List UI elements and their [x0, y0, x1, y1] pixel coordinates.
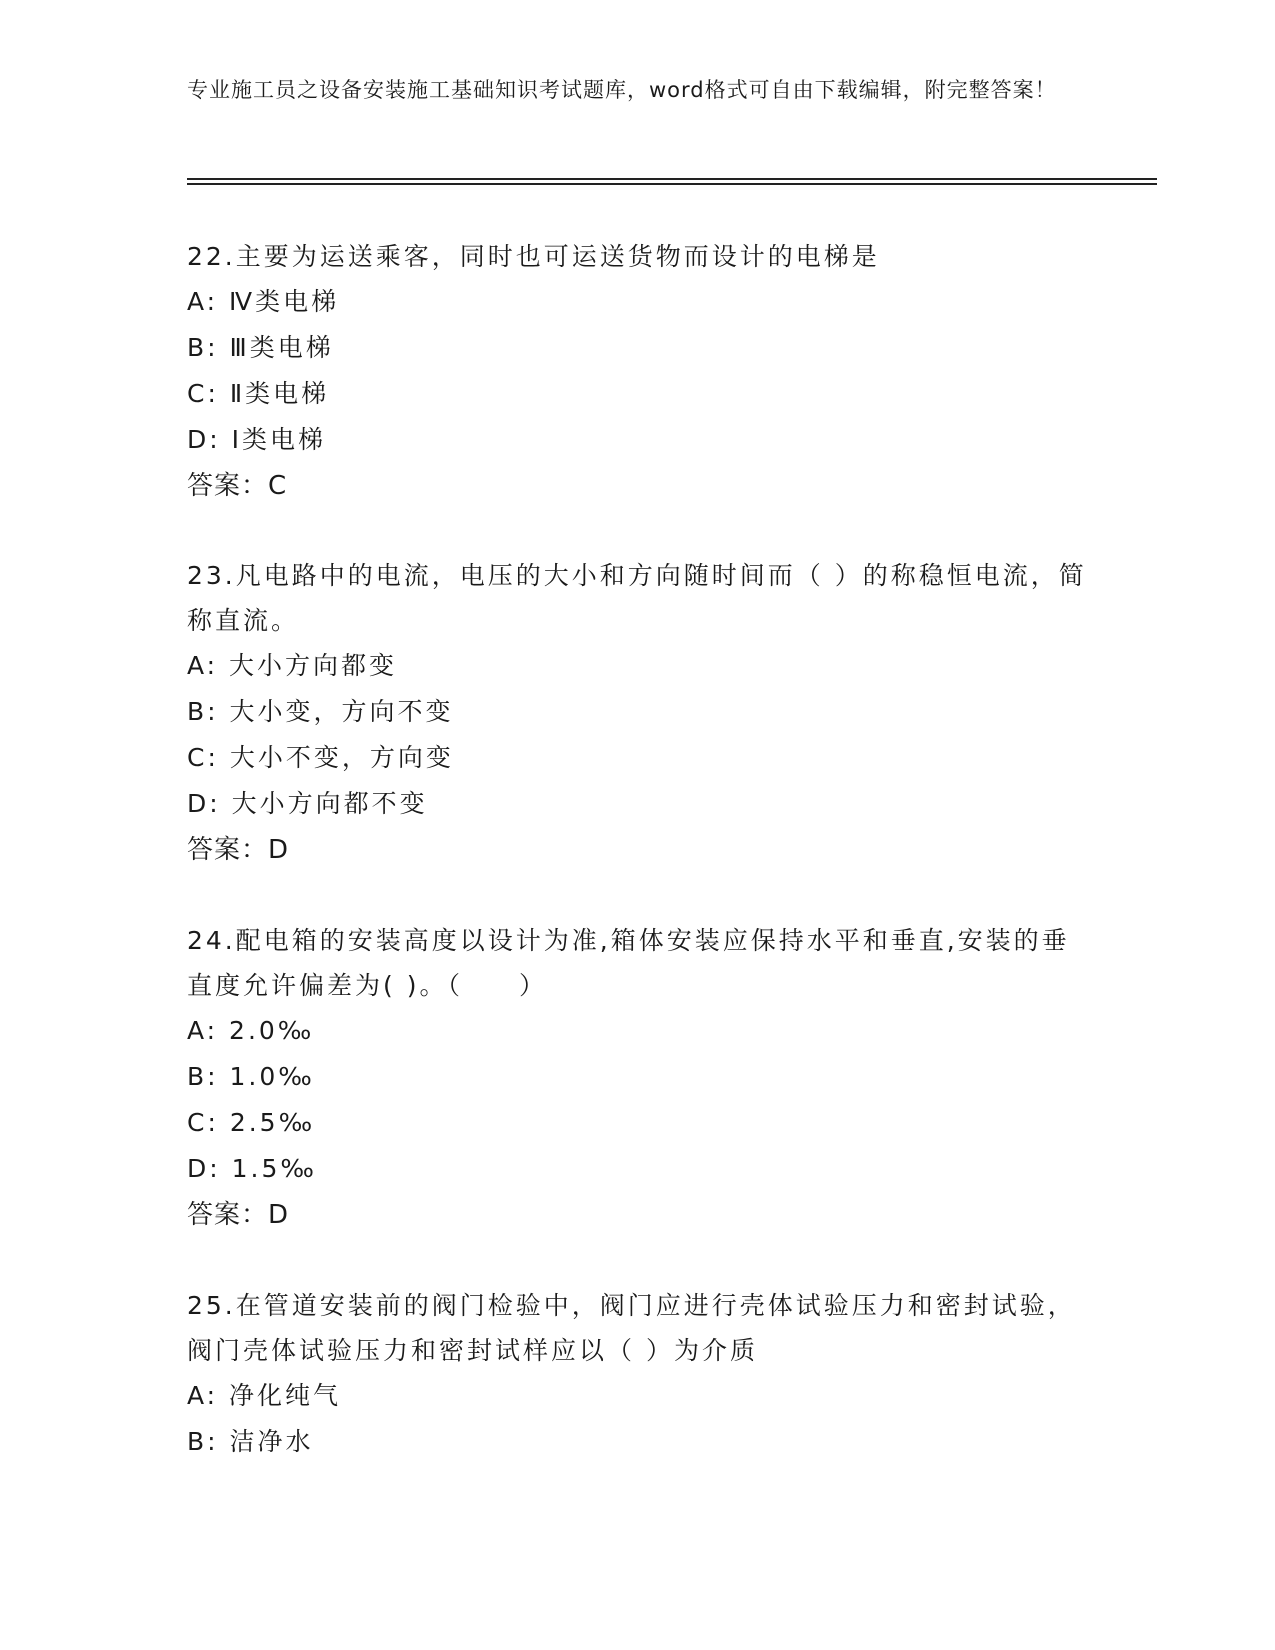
option-b: B: 洁净水	[187, 1427, 314, 1456]
document-header	[187, 72, 1087, 109]
header-divider-top	[187, 178, 1157, 180]
header-title: 专业施工员之设备安装施工基础知识考试题库，word格式可自由下载编辑，附完整答案！	[187, 78, 1057, 102]
question-24	[187, 918, 1087, 1238]
answer: 答案：D	[187, 1200, 290, 1230]
option-d: D: 1.5‰	[187, 1154, 317, 1183]
option-b: B: 大小变，方向不变	[187, 697, 454, 726]
question-stem: 24.配电箱的安装高度以设计为准,箱体安装应保持水平和垂直,安装的垂直度允许偏差为( )。（ ）	[187, 926, 1070, 1000]
answer: 答案：C	[187, 471, 288, 501]
option-a: A: 净化纯气	[187, 1381, 342, 1410]
question-stem: 22.主要为运送乘客，同时也可运送货物而设计的电梯是	[187, 242, 880, 271]
option-d: D: 大小方向都不变	[187, 789, 428, 818]
question-stem: 25.在管道安装前的阀门检验中，阀门应进行壳体试验压力和密封试验，阀门壳体试验压力和密封试样应以（ ）为介质	[187, 1291, 1076, 1365]
question-22	[187, 234, 1087, 509]
option-b: B: 1.0‰	[187, 1062, 315, 1091]
option-c: C: Ⅱ类电梯	[187, 379, 330, 408]
option-d: D: Ⅰ类电梯	[187, 425, 326, 454]
option-a: A: Ⅳ类电梯	[187, 287, 340, 316]
header-divider-bottom	[187, 183, 1157, 185]
option-c: C: 大小不变，方向变	[187, 743, 454, 772]
question-stem: 23.凡电路中的电流，电压的大小和方向随时间而（ ）的称稳恒电流，简称直流。	[187, 561, 1087, 635]
question-23	[187, 553, 1087, 873]
option-a: A: 大小方向都变	[187, 651, 398, 680]
question-25	[187, 1283, 1087, 1465]
option-c: C: 2.5‰	[187, 1108, 316, 1137]
answer: 答案：D	[187, 835, 290, 865]
option-a: A: 2.0‰	[187, 1016, 315, 1045]
option-b: B: Ⅲ类电梯	[187, 333, 334, 362]
